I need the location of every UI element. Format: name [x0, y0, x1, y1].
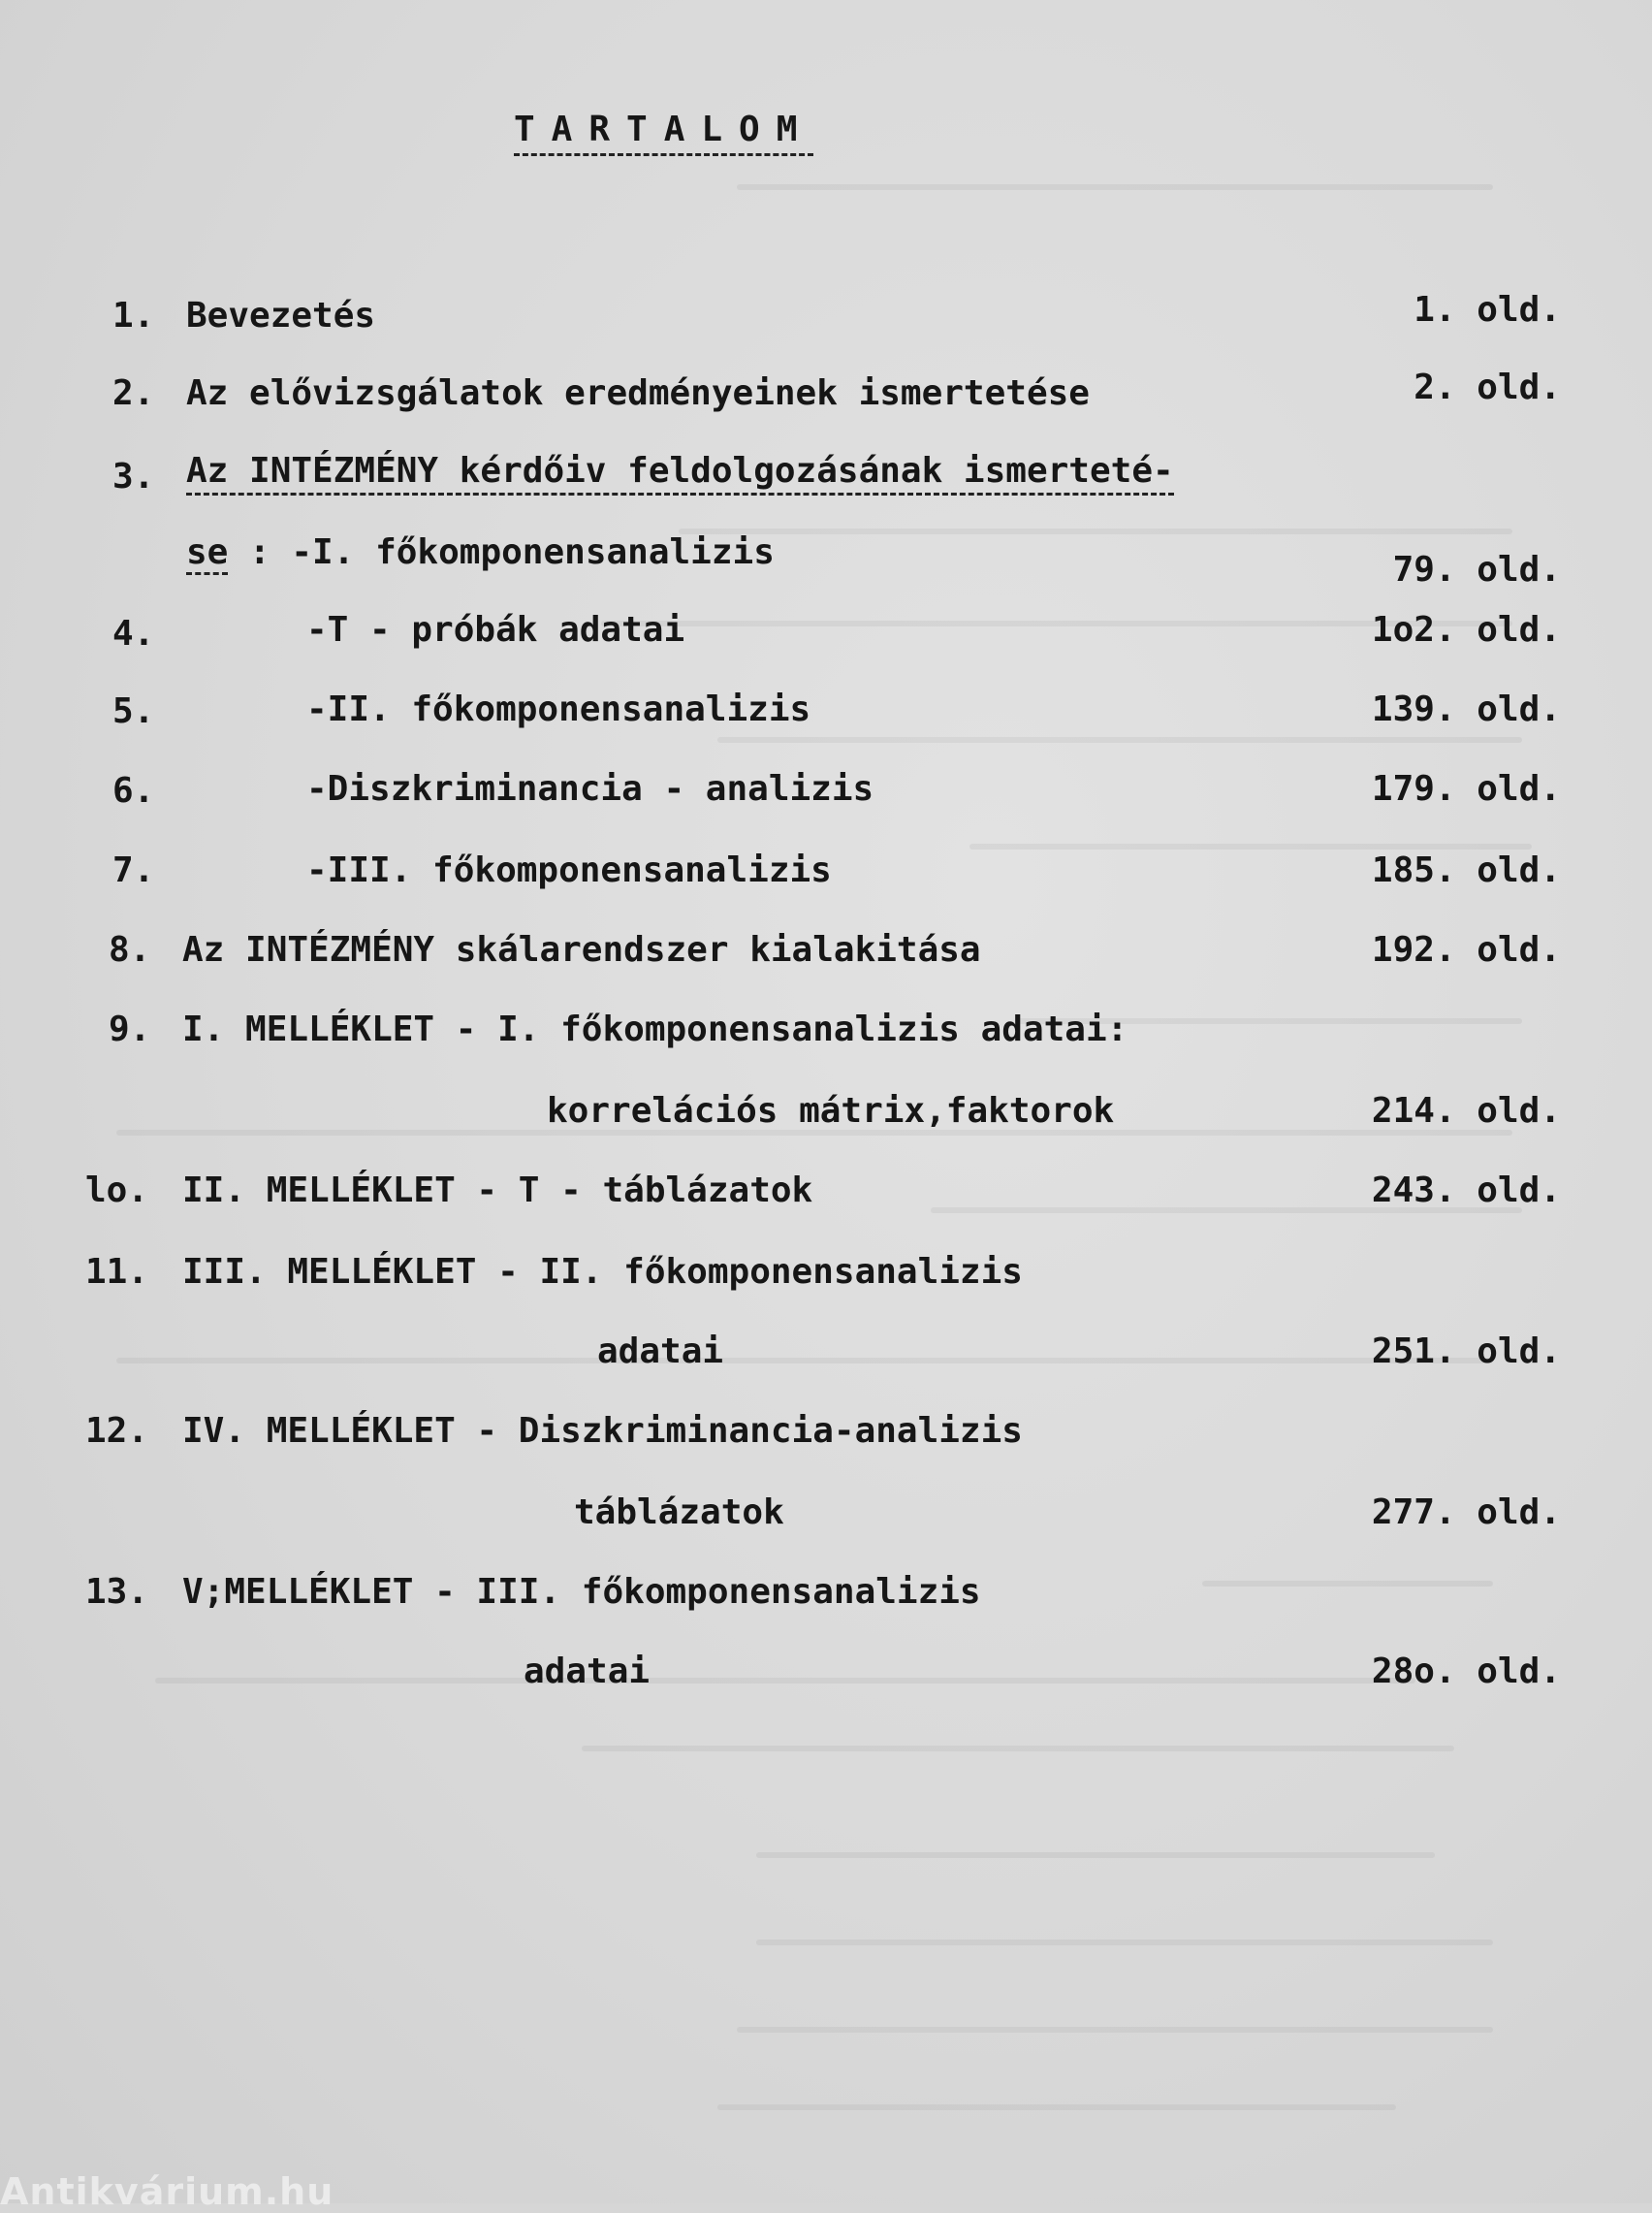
entry-number: 7. [112, 850, 155, 890]
entry-text: II. MELLÉKLET - T - táblázatok [182, 1171, 813, 1210]
entry-page: 1o2. old. [1371, 610, 1561, 650]
entry-text: Bevezetés [186, 296, 376, 336]
page-title: TARTALOM [514, 109, 813, 156]
bleed-through-line [717, 737, 1522, 743]
entry-number: lo. [85, 1171, 149, 1210]
bleed-through-line [582, 1746, 1454, 1751]
entry-text-underlined: Az INTÉZMÉNY kérdőiv feldolgozásának ismerteté- [186, 450, 1174, 496]
entry-page: 251. old. [1371, 1331, 1561, 1371]
entry-text-continued: táblázatok [574, 1492, 784, 1532]
entry-page: 79. old. [1392, 550, 1561, 590]
bleed-through-line [756, 1940, 1493, 1945]
entry-page: 28o. old. [1371, 1652, 1561, 1691]
underlined-fragment: se [186, 532, 228, 575]
entry-number: 8. [109, 930, 151, 970]
entry-text: -Diszkriminancia - analizis [306, 769, 874, 809]
entry-page: 192. old. [1371, 930, 1561, 970]
entry-text: I. MELLÉKLET - I. főkomponensanalizis adatai: [182, 1010, 1128, 1049]
entry-page: 243. old. [1371, 1171, 1561, 1210]
entry-number: 13. [85, 1572, 149, 1612]
bleed-through-line [116, 1358, 1493, 1363]
entry-number: 1. [112, 296, 155, 336]
entry-text: III. MELLÉKLET - II. főkomponensanalizis [182, 1252, 1023, 1292]
bleed-through-line [756, 1852, 1435, 1858]
bleed-through-line [155, 1678, 1415, 1684]
entry-page: 1. old. [1414, 290, 1561, 330]
entry-text: -III. főkomponensanalizis [306, 850, 832, 890]
bleed-through-line [737, 184, 1493, 190]
bleed-through-line [1202, 1581, 1493, 1587]
entry-text: IV. MELLÉKLET - Diszkriminancia-analizis [182, 1411, 1023, 1451]
bleed-through-line [717, 2104, 1396, 2110]
entry-number: 11. [85, 1252, 149, 1292]
entry-text: -T - próbák adatai [306, 610, 685, 650]
entry-text: Az INTÉZMÉNY skálarendszer kialakitása [182, 930, 981, 970]
entry-text: V;MELLÉKLET - III. főkomponensanalizis [182, 1572, 981, 1612]
bleed-through-line [679, 529, 1512, 534]
bleed-through-line [737, 2027, 1493, 2033]
entry-page: 185. old. [1371, 850, 1561, 890]
entry-text-continued: adatai [524, 1652, 651, 1691]
entry-page: 179. old. [1371, 769, 1561, 809]
entry-page: 2. old. [1414, 368, 1561, 407]
entry-text-continued: adatai [597, 1331, 724, 1371]
entry-number: 2. [112, 373, 155, 413]
entry-page: 139. old. [1371, 690, 1561, 729]
entry-text: Az elővizsgálatok eredményeinek ismertetése [186, 373, 1090, 413]
entry-text: -II. főkomponensanalizis [306, 690, 811, 729]
entry-number: 5. [112, 691, 155, 731]
entry-number: 9. [109, 1010, 151, 1049]
entry-number: 3. [112, 457, 155, 497]
entry-number: 12. [85, 1411, 149, 1451]
watermark: Antikvárium.hu [0, 2170, 334, 2213]
entry-number: 4. [112, 614, 155, 654]
entry-page: 277. old. [1371, 1492, 1561, 1532]
entry-text-continued: korrelációs mátrix,faktorok [547, 1091, 1115, 1131]
entry-number: 6. [112, 771, 155, 811]
entry-text-rest: : -I. főkomponensanalizis [228, 532, 775, 572]
entry-text-continued [186, 531, 775, 574]
entry-page: 214. old. [1371, 1091, 1561, 1131]
